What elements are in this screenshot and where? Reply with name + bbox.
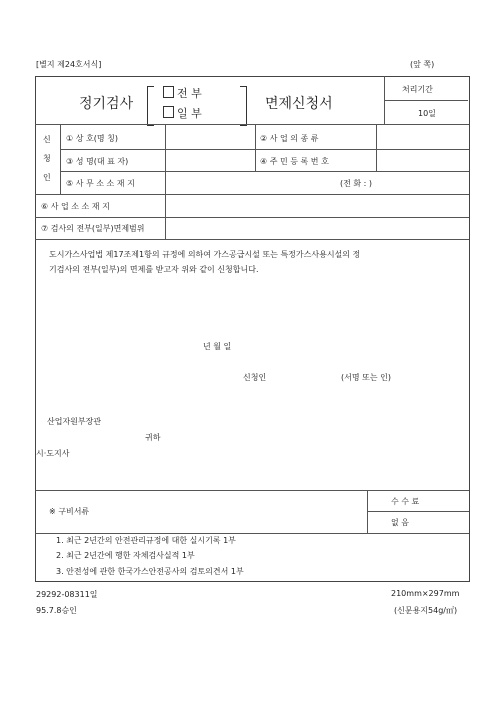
- left-bracket: [147, 86, 154, 126]
- footer-code: 29292-08311일: [36, 590, 98, 599]
- exemption-scope-label: ⑦ 검사의 전부(일부)면제범위: [41, 224, 145, 233]
- name-label: ③ 성 명(대 표 자): [66, 157, 129, 166]
- processing-period-label: 처리기간: [402, 85, 433, 94]
- fee-value: 없 음: [391, 518, 409, 527]
- checkbox-icon: [163, 86, 174, 98]
- option-partial[interactable]: 일 부: [163, 105, 202, 121]
- resident-number-label: ④ 주 민 등 록 번 호: [260, 157, 329, 166]
- form-number: [별지 제24호서식]: [36, 60, 102, 69]
- checkbox-icon: [163, 106, 174, 118]
- page-side-label: (앞 쪽): [410, 60, 435, 69]
- document-item: 3. 안전성에 관한 한국가스안전공사의 검토의견서 1부: [56, 567, 244, 576]
- documents-title: ※ 구비서류: [49, 507, 90, 516]
- date-line: 년 월 일: [203, 342, 232, 351]
- statement-line-2: 기검사의 전부(일부)의 면제를 받고자 위와 같이 신청합니다.: [49, 265, 259, 274]
- trade-name-field[interactable]: [167, 126, 253, 148]
- signature-note: (서명 또는 인): [341, 373, 391, 382]
- business-location-field[interactable]: [167, 196, 467, 216]
- document-item: 1. 최근 2년간의 안전관리규정에 대한 실시기록 1부: [56, 536, 236, 545]
- statement-line-1: 도시가스사업법 제17조제1항의 규정에 의하여 가스공급시설 또는 특정가스사용시설의 정: [49, 250, 361, 259]
- title-suffix: 면제신청서: [265, 96, 333, 112]
- recipient-honorific: 귀하: [145, 433, 161, 442]
- trade-name-label: ① 상 호(명 칭): [66, 134, 118, 143]
- business-type-field[interactable]: [378, 126, 467, 148]
- business-location-label: ⑥ 사 업 소 소 재 지: [41, 202, 110, 211]
- fee-label: 수 수 료: [391, 497, 420, 506]
- business-type-label: ② 사 업 의 종 류: [260, 134, 319, 143]
- phone-label: (전 화 : ): [340, 179, 373, 188]
- office-address-label: ⑤ 사 무 소 소 재 지: [66, 179, 135, 188]
- option-all[interactable]: 전 부: [163, 85, 202, 101]
- footer-size: 210mm×297mm: [391, 589, 460, 598]
- title-prefix: 정기검사: [79, 96, 134, 112]
- right-bracket: [240, 86, 247, 126]
- name-field[interactable]: [167, 151, 253, 170]
- document-item: 2. 최근 2년간에 행한 자체검사실적 1부: [56, 551, 195, 560]
- recipient-minister: 산업자원부장관: [47, 417, 102, 426]
- resident-number-field[interactable]: [378, 151, 467, 170]
- recipient-governor: 시·도지사: [36, 449, 70, 458]
- footer-approval: 95.7.8승인: [36, 606, 77, 615]
- applicant-signature-label: 신청인: [243, 373, 267, 382]
- processing-period-value: 10일: [418, 109, 436, 118]
- exemption-scope-field[interactable]: [167, 219, 467, 238]
- office-address-field[interactable]: [167, 173, 467, 193]
- footer-paper: (신문용지54g/㎡): [394, 606, 458, 615]
